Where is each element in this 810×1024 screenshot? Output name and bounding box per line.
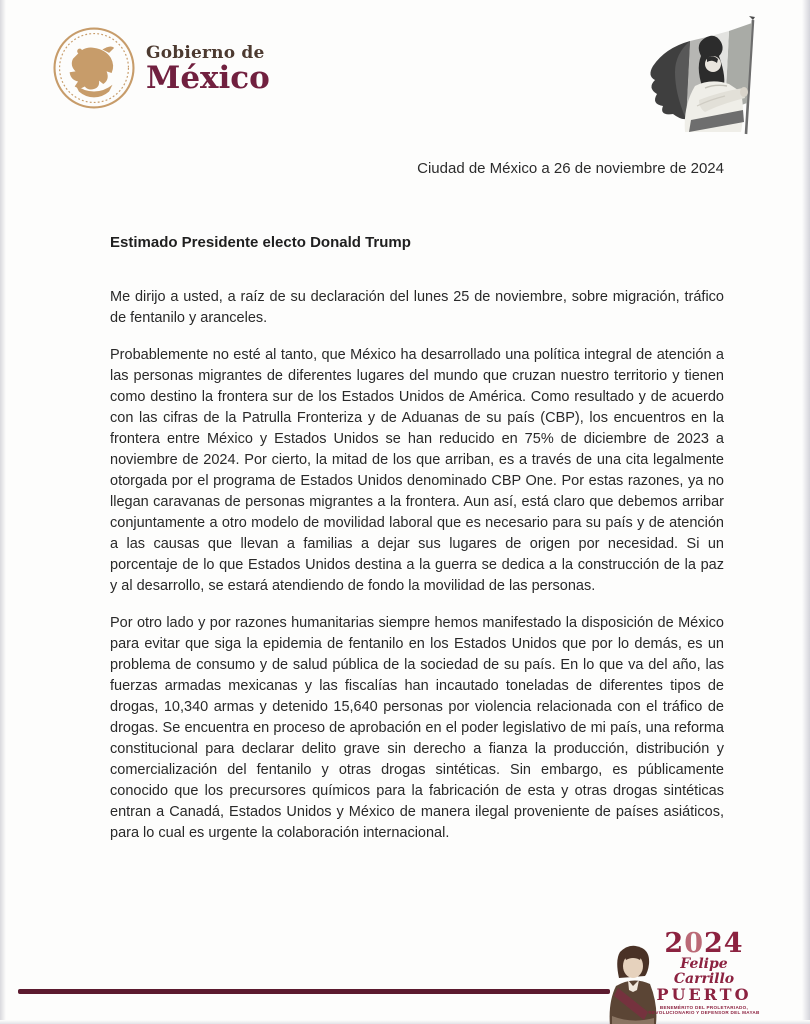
felipe-carrillo-text: Felipe Carrillo xyxy=(673,956,735,987)
year-digit-2: 2 xyxy=(664,928,685,959)
logo-text-mexico: México xyxy=(146,59,270,96)
page-edge-left xyxy=(0,0,6,1024)
gobierno-de-mexico-logo xyxy=(52,26,270,110)
paragraph-2: Probablemente no esté al tanto, que México ha desarrollado una política integral de atención a las personas migrantes de diferentes lugares del mundo que cruzan nuestro territorio y tienen como destino la frontera sur de los Estados Unidos de América. Como resultado y de acuerdo con las cifras de la Patrulla Fronteriza y de Aduanas de su país (CBP), los encuentros en la frontera entre México y Estados Unidos se han reducido en 75% de diciembre de 2023 a noviembre de 2024. Por cierto, la mitad de los que arriban, es a través de una cita legalmente otorgada por el programa de Estados Unidos denominado CBP One. Por estas razones, ya no llegan caravanas de personas migrantes a la frontera. Aun así, está claro que debemos arribar conjuntamente a otro modelo de movilidad laboral que es necesario para su país y de atención a las causas que llevan a familias a dejar sus lugares de origen por necesidad. Si un porcentaje de lo que Estados Unidos destina a la guerra se dedica a la construcción de la paz y al desarrollo, se estará atendiendo de fondo la movilidad de las personas. xyxy=(110,347,724,594)
felipe-carrillo-puerto-2024-logo xyxy=(604,928,758,1024)
year-2024 xyxy=(648,930,760,957)
woman-with-flag-illustration xyxy=(645,14,777,138)
page-edge-right xyxy=(802,0,810,1024)
salutation: Estimado Presidente electo Donald Trump xyxy=(110,234,411,251)
paragraph-3: Por otro lado y por razones humanitarias siempre hemos manifestado la disposición de México para evitar que siga la epidemia de fentanilo en los Estados Unidos que por lo demás, es un problema de consumo y de salud pública de la sociedad de su país. En lo que va del año, las fuerzas armadas mexicanas y las fiscalías han incautado toneladas de diferentes tipos de drogas, 10,340 armas y detenido 15,640 personas por violencia relacionada con el tráfico de drogas. Se encuentra en proceso de aprobación en el poder legislativo de mi país, una reforma constitucional para declarar delito grave sin derecho a fianza la producción, distribución y comercialización del fentanilo y otras drogas sintéticas. Sin embargo, es públicamente conocido que los precursores químicos para la fabricación de esta y otras drogas sintéticas entran a Canadá, Estados Unidos y México de manera ilegal proveniente de países asiáticos, para lo cual es urgente la colaboración internacional. xyxy=(110,615,724,841)
year-digit-0: 0 xyxy=(684,928,704,959)
puerto-text: PUERTO xyxy=(656,985,752,1004)
letter-content xyxy=(110,160,724,860)
paragraph-1: Me dirijo a usted, a raíz de su declaración del lunes 25 de noviembre, sobre migración, tráfico de fentanilo y aranceles. xyxy=(110,289,724,326)
year-logo-fine-print: BENEMÉRITO DEL PROLETARIADO, REVOLUCIONARIO Y DEFENSOR DEL MAYAB xyxy=(648,1005,760,1016)
footer-rule xyxy=(18,989,610,994)
year-logo-text xyxy=(648,930,760,1016)
year-digits-24: 24 xyxy=(704,928,744,959)
date-line: Ciudad de México a 26 de noviembre de 2024 xyxy=(417,160,724,177)
logo-text-gobierno-de: Gobierno de xyxy=(146,42,265,63)
mexico-coat-of-arms-icon xyxy=(52,26,136,110)
logo-wordmark xyxy=(146,42,270,96)
